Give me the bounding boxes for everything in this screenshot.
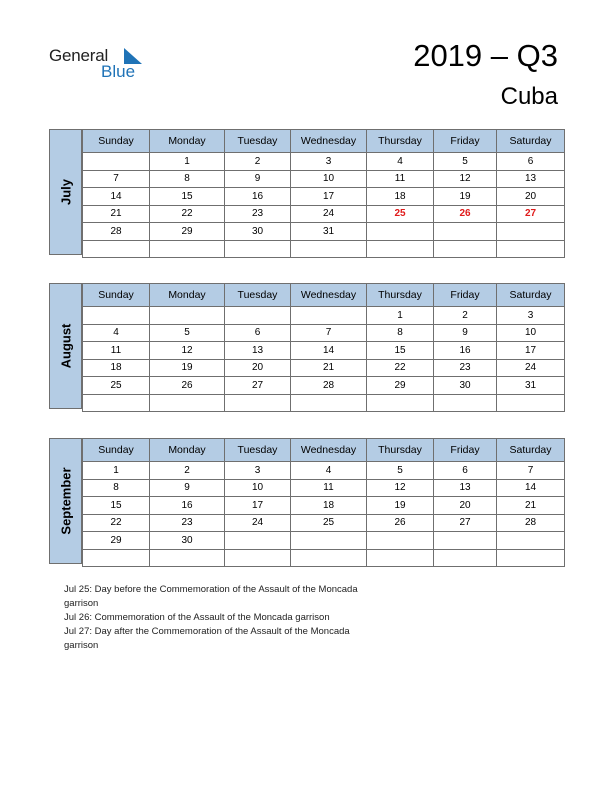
day-cell: 19 xyxy=(434,188,497,206)
week-row xyxy=(83,359,565,377)
day-cell: 8 xyxy=(367,324,434,342)
day-cell: 12 xyxy=(150,342,225,360)
day-cell: 22 xyxy=(83,514,150,532)
day-cell: 13 xyxy=(497,170,565,188)
day-cell xyxy=(497,549,565,567)
day-cell xyxy=(291,240,367,258)
day-cell: 21 xyxy=(497,497,565,515)
month-block xyxy=(49,438,564,564)
day-cell: 15 xyxy=(83,497,150,515)
week-row xyxy=(83,532,565,550)
day-cell xyxy=(497,532,565,550)
day-cell: 11 xyxy=(367,170,434,188)
weekday-header: Monday xyxy=(150,439,225,462)
day-cell: 4 xyxy=(367,153,434,171)
day-cell: 4 xyxy=(291,462,367,480)
day-cell xyxy=(367,532,434,550)
day-cell xyxy=(225,532,291,550)
day-cell: 10 xyxy=(225,479,291,497)
day-cell xyxy=(434,223,497,241)
day-cell: 17 xyxy=(291,188,367,206)
day-cell: 1 xyxy=(150,153,225,171)
day-cell: 13 xyxy=(225,342,291,360)
week-row xyxy=(83,153,565,171)
brand-word-blue: Blue xyxy=(101,62,136,81)
day-cell xyxy=(150,549,225,567)
day-cell: 31 xyxy=(497,377,565,395)
day-cell: 14 xyxy=(83,188,150,206)
weekday-header: Thursday xyxy=(367,130,434,153)
month-grid xyxy=(82,438,565,567)
weekday-header: Tuesday xyxy=(225,439,291,462)
day-cell: 1 xyxy=(83,462,150,480)
day-cell: 19 xyxy=(150,359,225,377)
month-name: July xyxy=(58,178,73,206)
day-cell: 4 xyxy=(83,324,150,342)
day-cell: 30 xyxy=(434,377,497,395)
day-cell: 28 xyxy=(497,514,565,532)
day-cell: 17 xyxy=(497,342,565,360)
day-cell xyxy=(434,549,497,567)
day-cell: 13 xyxy=(434,479,497,497)
day-cell: 24 xyxy=(225,514,291,532)
day-cell: 14 xyxy=(497,479,565,497)
month-name: August xyxy=(58,323,73,369)
day-cell: 2 xyxy=(150,462,225,480)
day-cell: 20 xyxy=(434,497,497,515)
weekday-header: Saturday xyxy=(497,284,565,307)
day-cell: 30 xyxy=(150,532,225,550)
day-cell: 6 xyxy=(497,153,565,171)
week-row xyxy=(83,497,565,515)
day-cell: 15 xyxy=(367,342,434,360)
day-cell: 9 xyxy=(150,479,225,497)
day-cell: 14 xyxy=(291,342,367,360)
weekday-header: Sunday xyxy=(83,284,150,307)
day-cell xyxy=(150,394,225,412)
day-cell: 7 xyxy=(291,324,367,342)
day-cell: 9 xyxy=(434,324,497,342)
weekday-header: Tuesday xyxy=(225,284,291,307)
day-cell: 11 xyxy=(83,342,150,360)
day-cell: 1 xyxy=(367,307,434,325)
week-row xyxy=(83,188,565,206)
day-cell xyxy=(150,307,225,325)
day-cell xyxy=(150,240,225,258)
day-cell: 27 xyxy=(497,205,565,223)
day-cell: 5 xyxy=(150,324,225,342)
day-cell: 30 xyxy=(225,223,291,241)
day-cell: 8 xyxy=(83,479,150,497)
day-cell xyxy=(367,240,434,258)
weekday-header: Friday xyxy=(434,284,497,307)
day-cell xyxy=(367,394,434,412)
day-cell: 29 xyxy=(150,223,225,241)
day-cell: 27 xyxy=(225,377,291,395)
weekday-header: Saturday xyxy=(497,439,565,462)
day-cell: 25 xyxy=(291,514,367,532)
day-cell: 22 xyxy=(150,205,225,223)
weekday-header: Monday xyxy=(150,130,225,153)
day-cell xyxy=(367,549,434,567)
day-cell: 26 xyxy=(367,514,434,532)
day-cell: 10 xyxy=(291,170,367,188)
day-cell: 2 xyxy=(225,153,291,171)
holiday-note: Jul 25: Day before the Commemoration of the Assault of the Moncada garrison xyxy=(64,584,358,609)
day-cell xyxy=(291,394,367,412)
day-cell: 21 xyxy=(291,359,367,377)
day-cell xyxy=(434,394,497,412)
day-cell: 10 xyxy=(497,324,565,342)
brand-word-general: General xyxy=(49,46,109,65)
day-cell: 16 xyxy=(434,342,497,360)
day-cell xyxy=(367,223,434,241)
day-cell: 18 xyxy=(83,359,150,377)
day-cell: 26 xyxy=(150,377,225,395)
day-cell xyxy=(83,307,150,325)
day-cell xyxy=(83,240,150,258)
weekday-header: Tuesday xyxy=(225,130,291,153)
brand-logo xyxy=(49,44,159,84)
weekday-header: Saturday xyxy=(497,130,565,153)
day-cell: 23 xyxy=(225,205,291,223)
day-cell: 11 xyxy=(291,479,367,497)
month-side-label xyxy=(49,129,82,255)
week-row xyxy=(83,549,565,567)
week-row xyxy=(83,479,565,497)
day-cell: 6 xyxy=(434,462,497,480)
day-cell: 28 xyxy=(291,377,367,395)
weekday-header: Wednesday xyxy=(291,439,367,462)
weekday-header: Thursday xyxy=(367,284,434,307)
day-cell xyxy=(497,240,565,258)
country-name: Cuba xyxy=(500,83,558,110)
day-cell xyxy=(225,307,291,325)
holiday-note: Jul 26: Commemoration of the Assault of the Moncada garrison xyxy=(64,612,330,623)
day-cell xyxy=(434,240,497,258)
holiday-note: Jul 27: Day after the Commemoration of the Assault of the Moncada garrison xyxy=(64,626,350,651)
day-cell: 8 xyxy=(150,170,225,188)
day-cell xyxy=(291,549,367,567)
month-side-label xyxy=(49,438,82,564)
day-cell: 12 xyxy=(434,170,497,188)
day-cell: 6 xyxy=(225,324,291,342)
day-cell: 20 xyxy=(497,188,565,206)
week-row xyxy=(83,205,565,223)
day-cell: 29 xyxy=(83,532,150,550)
holiday-notes xyxy=(64,583,384,653)
weekday-header: Friday xyxy=(434,130,497,153)
day-cell: 24 xyxy=(291,205,367,223)
month-block xyxy=(49,283,564,409)
weekday-header: Wednesday xyxy=(291,130,367,153)
day-cell xyxy=(225,394,291,412)
weekday-header: Sunday xyxy=(83,130,150,153)
day-cell xyxy=(434,532,497,550)
day-cell: 16 xyxy=(150,497,225,515)
weekday-header: Thursday xyxy=(367,439,434,462)
month-grid xyxy=(82,283,565,412)
day-cell: 20 xyxy=(225,359,291,377)
day-cell xyxy=(83,394,150,412)
day-cell: 17 xyxy=(225,497,291,515)
week-row xyxy=(83,324,565,342)
week-row xyxy=(83,377,565,395)
day-cell: 22 xyxy=(367,359,434,377)
day-cell: 2 xyxy=(434,307,497,325)
day-cell: 7 xyxy=(497,462,565,480)
day-cell: 23 xyxy=(434,359,497,377)
day-cell: 12 xyxy=(367,479,434,497)
month-side-label xyxy=(49,283,82,409)
day-cell: 27 xyxy=(434,514,497,532)
week-row xyxy=(83,514,565,532)
day-cell xyxy=(497,394,565,412)
weekday-header: Wednesday xyxy=(291,284,367,307)
week-row xyxy=(83,342,565,360)
week-row xyxy=(83,240,565,258)
day-cell: 18 xyxy=(291,497,367,515)
day-cell: 15 xyxy=(150,188,225,206)
day-cell: 26 xyxy=(434,205,497,223)
week-row xyxy=(83,394,565,412)
day-cell xyxy=(83,153,150,171)
day-cell: 9 xyxy=(225,170,291,188)
day-cell: 3 xyxy=(291,153,367,171)
day-cell: 7 xyxy=(83,170,150,188)
day-cell: 31 xyxy=(291,223,367,241)
day-cell: 16 xyxy=(225,188,291,206)
day-cell: 28 xyxy=(83,223,150,241)
day-cell xyxy=(83,549,150,567)
page-title: 2019 – Q3 xyxy=(413,38,558,73)
day-cell xyxy=(291,307,367,325)
weekday-header: Sunday xyxy=(83,439,150,462)
month-name: September xyxy=(58,467,73,535)
month-grid xyxy=(82,129,565,258)
month-block xyxy=(49,129,564,255)
week-row xyxy=(83,307,565,325)
day-cell: 24 xyxy=(497,359,565,377)
weekday-header: Monday xyxy=(150,284,225,307)
day-cell xyxy=(497,223,565,241)
day-cell: 19 xyxy=(367,497,434,515)
week-row xyxy=(83,462,565,480)
day-cell: 29 xyxy=(367,377,434,395)
day-cell: 3 xyxy=(225,462,291,480)
day-cell xyxy=(225,240,291,258)
day-cell: 5 xyxy=(434,153,497,171)
day-cell xyxy=(225,549,291,567)
week-row xyxy=(83,223,565,241)
day-cell: 25 xyxy=(367,205,434,223)
day-cell: 5 xyxy=(367,462,434,480)
day-cell: 25 xyxy=(83,377,150,395)
week-row xyxy=(83,170,565,188)
day-cell: 23 xyxy=(150,514,225,532)
day-cell: 18 xyxy=(367,188,434,206)
weekday-header: Friday xyxy=(434,439,497,462)
day-cell: 3 xyxy=(497,307,565,325)
day-cell xyxy=(291,532,367,550)
day-cell: 21 xyxy=(83,205,150,223)
